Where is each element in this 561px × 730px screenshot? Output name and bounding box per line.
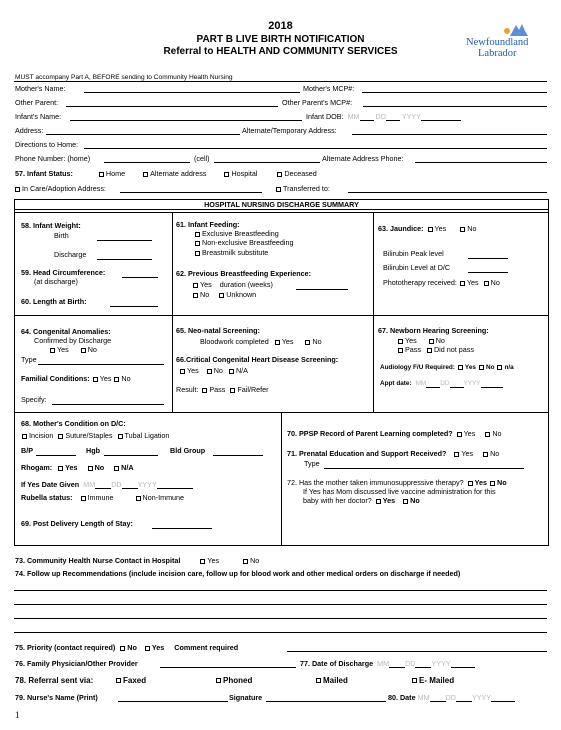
rhogam-yyyy[interactable]: YYYY <box>137 480 157 489</box>
photo-no-label: No <box>490 278 500 287</box>
q78-label: 78. Referral sent via: <box>15 676 94 685</box>
q72b-yes-label: Yes <box>382 496 396 505</box>
duration-field[interactable] <box>296 289 348 290</box>
jaundice-yes-checkbox[interactable] <box>428 227 433 232</box>
phone-home-field[interactable] <box>104 162 190 163</box>
priority-yes-checkbox[interactable] <box>145 646 150 651</box>
q70-no-checkbox[interactable] <box>485 432 490 437</box>
form-subtitle: Referral to HEALTH AND COMMUNITY SERVICES <box>163 46 398 57</box>
q74-label: 74. Follow up Recommendations (include incision care, follow up for blood work and other medical orders on discharge if needed) <box>15 569 461 578</box>
q70-yes-checkbox[interactable] <box>457 432 462 437</box>
hearing-no-label: No <box>435 336 445 345</box>
q71-no-checkbox[interactable] <box>483 452 488 457</box>
status-hospital-label: Hospital <box>231 169 258 178</box>
rubella-label: Rubella status: <box>21 493 73 502</box>
comment-field[interactable] <box>287 651 547 652</box>
bili-dc-field[interactable] <box>468 272 508 273</box>
form-title: PART B LIVE BIRTH NOTIFICATION <box>196 34 365 45</box>
emailed-label: E- Mailed <box>419 676 455 685</box>
status-home-label: Home <box>105 169 126 178</box>
q71-no-label: No <box>490 449 500 458</box>
infant-status-label: 57. Infant Status: <box>15 169 73 178</box>
rhogam-label: Rhogam: <box>21 463 53 472</box>
result-fail-label: Fail/Refer <box>237 385 269 394</box>
discharge-dd[interactable]: DD <box>405 659 416 668</box>
result-pass-label: Pass <box>209 385 226 394</box>
q62-yes-checkbox[interactable] <box>193 283 198 288</box>
q67-label: 67. Newborn Hearing Screening: <box>378 326 489 335</box>
nurse-name-field[interactable] <box>118 701 228 702</box>
jaundice-no-checkbox[interactable] <box>460 227 465 232</box>
q62-unknown-checkbox[interactable] <box>219 293 224 298</box>
rhogam-no-checkbox[interactable] <box>88 466 93 471</box>
discharge-weight-field[interactable] <box>97 259 152 260</box>
photo-label: Phototherapy received: <box>383 278 457 287</box>
q62-no-label: No <box>200 290 210 299</box>
other-parent-mcp-field[interactable] <box>363 106 547 107</box>
q66-no-label: No <box>213 366 223 375</box>
infant-name-label: Infant's Name: <box>15 112 62 121</box>
address-label: Address: <box>15 126 44 135</box>
rhogam-yes-checkbox[interactable] <box>58 466 63 471</box>
q72-yes-label: Yes <box>474 478 487 487</box>
photo-yes-checkbox[interactable] <box>460 281 465 286</box>
q64-label: 64. Congenital Anomalies: <box>21 327 111 336</box>
q58-label: 58. Infant Weight: <box>21 221 81 230</box>
alt-address-label: Alternate/Temporary Address: <box>242 126 337 135</box>
if-yes-date-label: If Yes Date Given <box>21 480 80 489</box>
faxed-label: Faxed <box>123 676 147 685</box>
q72-no-label: No <box>497 478 507 487</box>
mailed-checkbox[interactable] <box>316 678 321 683</box>
date80-dd[interactable]: DD <box>445 693 456 702</box>
q65-label: 65. Neo-natal Screening: <box>176 326 260 335</box>
in-care-field[interactable] <box>120 192 262 193</box>
rhogam-dd[interactable]: DD <box>111 480 122 489</box>
non-immune-label: Non-Immune <box>142 493 185 502</box>
q72-label: 72. Has the mother taken immunosuppressive therapy? <box>287 478 464 487</box>
q73-label: 73. Community Health Nurse Contact in Hospital <box>15 556 181 565</box>
hearing-yes-checkbox[interactable] <box>398 339 403 344</box>
appt-yyyy[interactable]: YYYY <box>463 380 481 387</box>
hearing-pass-label: Pass <box>405 345 421 354</box>
q72-no-checkbox[interactable] <box>490 481 495 486</box>
in-care-checkbox[interactable] <box>15 187 20 192</box>
logo-line-1: Newfoundland <box>466 37 529 48</box>
q73-no-label: No <box>250 556 260 565</box>
alt-phone-label: Alternate Address Phone: <box>322 154 404 163</box>
bloodwork-label: Bloodwork completed <box>200 337 269 346</box>
audiology-yes-checkbox[interactable] <box>458 365 463 370</box>
date80-mm[interactable]: MM <box>417 693 430 702</box>
birth-label: Birth <box>54 231 69 240</box>
transferred-checkbox[interactable] <box>276 187 281 192</box>
followup-line-1[interactable] <box>14 590 547 591</box>
rhogam-no-label: No <box>94 463 105 472</box>
transferred-field[interactable] <box>348 192 547 193</box>
q72b-no-checkbox[interactable] <box>403 499 408 504</box>
photo-yes-label: Yes <box>466 278 479 287</box>
q71-yes-label: Yes <box>461 449 474 458</box>
q61-label: 61. Infant Feeding: <box>176 220 240 229</box>
infant-status-row <box>15 169 317 178</box>
bloodwork-no-label: No <box>312 337 322 346</box>
feed1-label: Exclusive Breastfeeding <box>202 229 279 238</box>
priority-yes-label: Yes <box>151 643 165 652</box>
q71-yes-checkbox[interactable] <box>454 452 459 457</box>
familial-label: Familial Conditions: <box>21 374 90 383</box>
q64-no-label: No <box>87 345 97 354</box>
photo-no-checkbox[interactable] <box>484 281 489 286</box>
priority-no-checkbox[interactable] <box>120 646 125 651</box>
rhogam-yes-label: Yes <box>65 463 78 472</box>
non-immune-checkbox[interactable] <box>136 496 141 501</box>
cell-label: (cell) <box>194 154 210 163</box>
hearing-no-checkbox[interactable] <box>429 339 434 344</box>
rhogam-mm[interactable]: MM <box>83 480 96 489</box>
q77-label: 77. Date of Discharge <box>300 659 374 668</box>
phoned-checkbox[interactable] <box>216 678 221 683</box>
immune-checkbox[interactable] <box>81 496 86 501</box>
incision-label: Incision <box>29 431 54 440</box>
q62-yes-label: Yes <box>200 280 212 289</box>
hearing-did-not-pass-checkbox[interactable] <box>427 348 432 353</box>
q70-yes-label: Yes <box>463 429 476 438</box>
length-of-stay-field[interactable] <box>152 528 212 529</box>
infant-dob-text: Infant DOB: <box>306 112 344 121</box>
mothers-name-field[interactable] <box>84 92 300 93</box>
q71-type-label: Type <box>304 459 320 468</box>
in-care-label: In Care/Adoption Address: <box>22 184 106 193</box>
q73-yes-label: Yes <box>207 556 220 565</box>
mothers-mcp-field[interactable] <box>362 92 547 93</box>
sutures-checkbox[interactable] <box>58 434 63 439</box>
bp-field[interactable] <box>36 455 76 456</box>
q70-no-label: No <box>492 429 502 438</box>
q79-label: 79. Nurse's Name (Print) <box>15 693 98 702</box>
q66-na-checkbox[interactable] <box>229 369 234 374</box>
jaundice-yes-label: Yes <box>434 224 447 233</box>
mothers-mcp-label: Mother's MCP#: <box>303 84 355 93</box>
q73-no-checkbox[interactable] <box>243 559 248 564</box>
q66-yes-label: Yes <box>187 366 199 375</box>
nl-logo-mark-icon <box>462 22 542 38</box>
bloodwork-yes-checkbox[interactable] <box>275 340 280 345</box>
q66-yes-checkbox[interactable] <box>180 369 185 374</box>
bloodwork-yes-label: Yes <box>281 337 294 346</box>
immune-label: Immune <box>87 493 114 502</box>
bili-dc-label: Bilirubin Level at D/C <box>383 263 451 272</box>
familial-yes-checkbox[interactable] <box>93 377 98 382</box>
confirmed-label: Confirmed by Discharge <box>34 336 112 345</box>
page-number: 1 <box>15 710 20 720</box>
tubal-label: Tubal Ligation <box>124 431 170 440</box>
dob-yyyy[interactable]: YYYY <box>401 112 421 121</box>
mothers-name-label: Mother's Name: <box>15 84 66 93</box>
infant-dob-label <box>306 112 461 121</box>
q70-label: 70. PPSP Record of Parent Learning completed? <box>287 429 453 438</box>
familial-yes-label: Yes <box>99 374 112 383</box>
dob-dd[interactable]: DD <box>375 112 386 121</box>
other-parent-field[interactable] <box>66 106 278 107</box>
q66-no-checkbox[interactable] <box>207 369 212 374</box>
cell-field[interactable] <box>214 162 320 163</box>
appt-label: Appt date: <box>380 380 412 387</box>
q63-label: 63. Jaundice: <box>378 224 424 233</box>
priority-no-label: No <box>127 643 137 652</box>
summary-heading: HOSPITAL NURSING DISCHARGE SUMMARY <box>204 200 359 209</box>
incision-checkbox[interactable] <box>22 434 27 439</box>
jaundice-no-label: No <box>467 224 477 233</box>
status-deceased-checkbox[interactable] <box>277 172 282 177</box>
appt-dd[interactable]: DD <box>440 380 450 387</box>
directions-label: Directions to Home: <box>15 140 79 149</box>
phone-home-label: Phone Number: (home) <box>15 154 91 163</box>
type-field[interactable] <box>38 364 164 365</box>
q68-label: 68. Mother's Condition on D/C: <box>21 419 126 428</box>
followup-line-4[interactable] <box>14 632 547 633</box>
physician-field[interactable] <box>160 667 296 668</box>
specify-field[interactable] <box>52 404 164 405</box>
feed3-label: Breastmilk substitute <box>202 248 269 257</box>
audiology-no-label: No <box>485 364 495 371</box>
in-care-row <box>15 184 106 193</box>
bp-label: B/P <box>21 446 33 455</box>
q62-no-checkbox[interactable] <box>193 293 198 298</box>
q59-note: (at discharge) <box>34 277 78 286</box>
rhogam-na-label: N/A <box>121 463 134 472</box>
feed2-label: Non-exclusive Breastfeeding <box>202 238 294 247</box>
directions-field[interactable] <box>84 148 547 149</box>
feed2-checkbox[interactable] <box>195 241 200 246</box>
transferred-label: Transferred to: <box>283 184 330 193</box>
infant-name-field[interactable] <box>70 120 302 121</box>
familial-no-checkbox[interactable] <box>114 377 119 382</box>
blood-group-field[interactable] <box>213 455 263 456</box>
hearing-pass-checkbox[interactable] <box>398 348 403 353</box>
status-hospital-checkbox[interactable] <box>224 172 229 177</box>
followup-line-2[interactable] <box>14 604 547 605</box>
q72b-yes-checkbox[interactable] <box>376 499 381 504</box>
discharge-yyyy[interactable]: YYYY <box>431 659 451 668</box>
feed1-checkbox[interactable] <box>195 232 200 237</box>
other-parent-mcp-label: Other Parent's MCP#: <box>282 98 353 107</box>
q71-label: 71. Prenatal Education and Support Received? <box>287 449 447 458</box>
q62-unknown-label: Unknown <box>226 290 257 299</box>
nl-logo <box>462 22 542 62</box>
result-pass-checkbox[interactable] <box>202 388 207 393</box>
emailed-checkbox[interactable] <box>412 678 417 683</box>
mailed-label: Mailed <box>323 676 348 685</box>
date80-yyyy[interactable]: YYYY <box>471 693 492 702</box>
bloodwork-no-checkbox[interactable] <box>305 340 310 345</box>
length-field[interactable] <box>110 306 158 307</box>
appt-mm[interactable]: MM <box>415 380 427 387</box>
q62-label: 62. Previous Breastfeeding Experience: <box>176 269 312 278</box>
logo-line-2: Labrador <box>478 48 517 59</box>
audiology-no-checkbox[interactable] <box>479 365 484 370</box>
q69-label: 69. Post Delivery Length of Stay: <box>21 519 133 528</box>
phoned-label: Phoned <box>223 676 253 685</box>
hearing-did-not-pass-label: Did not pass <box>433 345 474 354</box>
faxed-checkbox[interactable] <box>116 678 121 683</box>
rhogam-na-checkbox[interactable] <box>114 466 119 471</box>
bili-peak-label: Bilirubin Peak level <box>383 249 444 258</box>
q72-yes-checkbox[interactable] <box>468 481 473 486</box>
status-home-checkbox[interactable] <box>99 172 104 177</box>
q59-label: 59. Head Circumference: <box>21 268 106 277</box>
address-field[interactable] <box>46 134 240 135</box>
q66-na-label: N/A <box>235 366 248 375</box>
q72b-no-label: No <box>410 496 420 505</box>
birth-weight-field[interactable] <box>97 240 152 241</box>
result-label: Result: <box>176 385 199 394</box>
q73-yes-checkbox[interactable] <box>200 559 205 564</box>
q75-label: 75. Priority (contact required) <box>15 643 116 652</box>
q64-yes-label: Yes <box>57 345 69 354</box>
discharge-weight-label: Discharge <box>54 250 87 259</box>
q72-line2: If Yes has Mom discussed live vaccine administration for this <box>303 487 496 496</box>
head-circ-field[interactable] <box>122 277 158 278</box>
hgb-label: Hgb <box>86 446 100 455</box>
q80-label: 80. Date <box>388 693 416 702</box>
result-fail-checkbox[interactable] <box>230 388 235 393</box>
q72-line3: baby with her doctor? <box>303 496 372 505</box>
comment-label: Comment required <box>174 643 239 652</box>
q76-label: 76. Family Physician/Other Provider <box>15 659 138 668</box>
audiology-yes-label: Yes <box>464 364 476 371</box>
type-label: Type <box>21 355 37 364</box>
feed3-checkbox[interactable] <box>195 251 200 256</box>
hearing-yes-label: Yes <box>405 336 417 345</box>
hgb-field[interactable] <box>104 455 158 456</box>
transferred-row <box>276 184 330 193</box>
specify-label: Specify: <box>21 395 47 404</box>
followup-line-3[interactable] <box>14 618 547 619</box>
q60-label: 60. Length at Birth: <box>21 297 87 306</box>
sutures-label: Suture/Staples <box>65 431 113 440</box>
q66-label: 66.Critical Congenital Heart Disease Screening: <box>176 355 339 364</box>
blood-group-label: Bld Group <box>170 446 206 455</box>
signature-label: Signature <box>229 693 263 702</box>
status-alt-checkbox[interactable] <box>143 172 148 177</box>
duration-label: duration (weeks) <box>219 280 273 289</box>
alt-phone-field[interactable] <box>415 162 547 163</box>
tubal-checkbox[interactable] <box>118 434 123 439</box>
audiology-label: Audiology F/U Required: <box>380 364 455 371</box>
status-deceased-label: Deceased <box>284 169 317 178</box>
status-alt-label: Alternate address <box>150 169 207 178</box>
dob-mm[interactable]: MM <box>347 112 360 121</box>
audiology-na-checkbox[interactable] <box>497 365 502 370</box>
q71-type-field[interactable] <box>324 468 524 469</box>
q64-no-checkbox[interactable] <box>81 348 86 353</box>
signature-field[interactable] <box>266 701 386 702</box>
familial-no-label: No <box>121 374 131 383</box>
alt-address-field[interactable] <box>352 134 547 135</box>
q64-yes-checkbox[interactable] <box>50 348 55 353</box>
other-parent-label: Other Parent: <box>15 98 59 107</box>
audiology-na-label: n/a <box>504 364 514 371</box>
bili-peak-field[interactable] <box>468 258 508 259</box>
discharge-mm[interactable]: MM <box>377 659 390 668</box>
must-accompany-note: MUST accompany Part A, BEFORE sending to Community Health Nursing <box>15 74 233 81</box>
form-year: 2018 <box>268 20 293 32</box>
